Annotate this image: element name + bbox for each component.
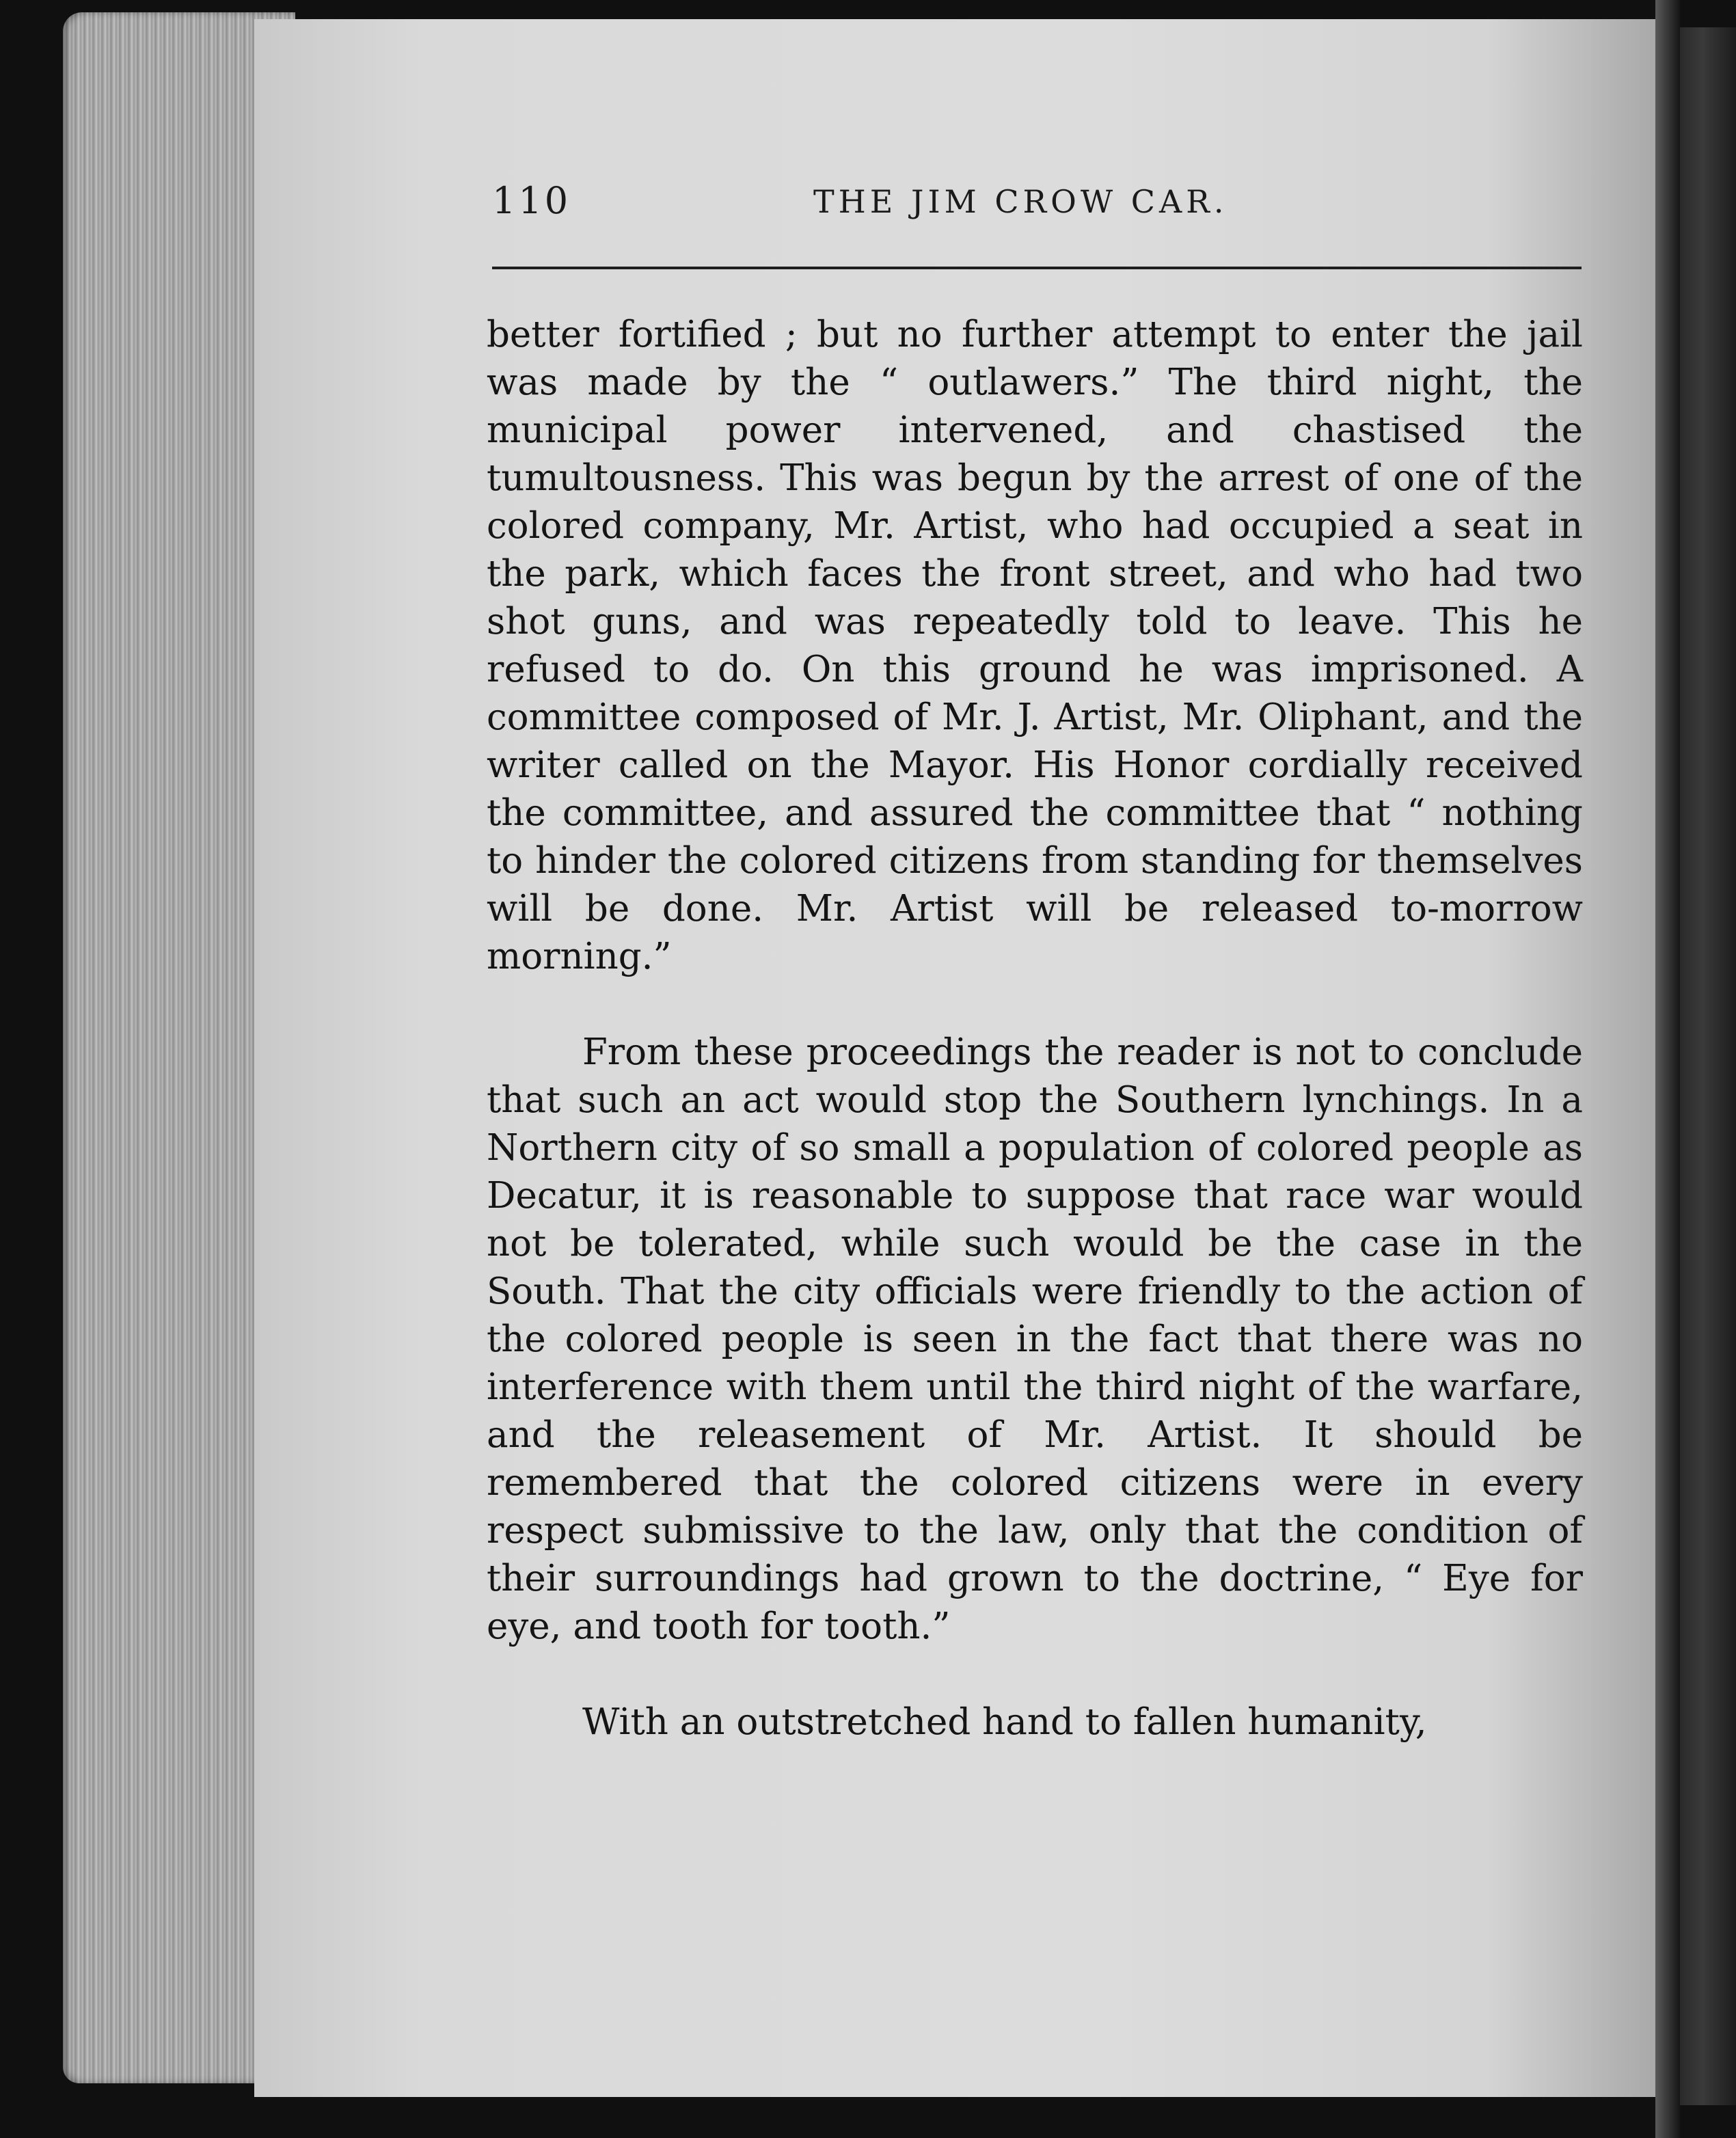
- page-header: [492, 179, 1586, 227]
- paragraph-1: better fortified ; but no further attempt to enter the jail was made by the “ outlawers.” The third night, the municipal power intervened, and chastised the tumultousness. This was begun by the arrest of one of the colored company, Mr. Artist, who had occupied a seat in the park, which faces the front street, and who had two shot guns, and was repeatedly told to leave. This he refused to do. On this ground he was imprisoned. A committee composed of Mr. J. Artist, Mr. Oliphant, and the writer called on the Mayor. His Honor cordially received the committee, and assured the committee that “ nothing to hinder the colored citizens from standing for themselves will be done. Mr. Artist will be released to-morrow morning.”: [487, 314, 1583, 977]
- paragraph-2: From these proceedings the reader is not to conclude that such an act would stop the Southern lynchings. In a Northern city of so small a population of colored people as Decatur, it is reasonable to suppose that race war would not be tolerated, while such would be the case in the South. That the city officials were friendly to the action of the colored people is seen in the fact that there was no interference with them until the third night of the warfare, and the releasement of Mr. Artist. It should be remembered that the colored citizens were in every respect submissive to the law, only that the condition of their surroundings had grown to the doctrine, “ Eye for eye, and tooth for tooth.”: [487, 1031, 1583, 1647]
- header-rule: [492, 267, 1582, 269]
- running-title: THE JIM CROW CAR.: [813, 183, 1228, 220]
- body-text: [487, 311, 1583, 1746]
- paragraph-3: With an outstretched hand to fallen humanity,: [582, 1701, 1427, 1743]
- book-gutter: [1655, 0, 1680, 2138]
- page-number: 110: [492, 179, 571, 222]
- facing-page-edge: [1680, 27, 1736, 2105]
